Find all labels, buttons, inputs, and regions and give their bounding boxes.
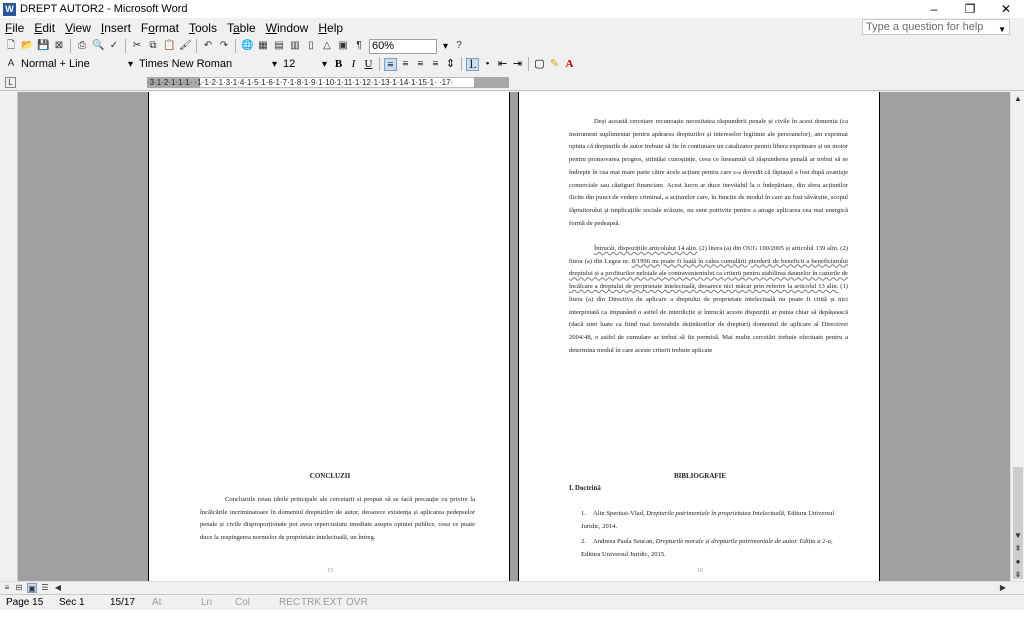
bib-author: Alin Speriusi-Vlad, xyxy=(593,510,647,517)
chevron-down-icon[interactable]: ▼ xyxy=(998,25,1006,34)
toolbar-separator xyxy=(125,39,126,53)
menu-file[interactable]: File xyxy=(5,20,25,35)
decrease-indent-icon[interactable]: ⇤ xyxy=(497,57,508,70)
undo-icon[interactable]: ↶ xyxy=(203,40,213,51)
save-icon[interactable]: 💾 xyxy=(37,40,50,51)
help-search-input[interactable] xyxy=(862,19,1010,35)
show-hide-icon[interactable]: ¶ xyxy=(356,40,362,51)
window-title: DREPT AUTOR2 - Microsoft Word xyxy=(20,3,188,15)
tab-selector[interactable]: L xyxy=(5,77,16,88)
status-ovr[interactable]: OVR xyxy=(346,597,368,608)
print-preview-icon[interactable]: 🔍 xyxy=(92,40,105,51)
menu-window[interactable]: Window xyxy=(265,20,309,35)
menu-format[interactable]: Format xyxy=(140,20,179,35)
status-page: Page 15 xyxy=(6,597,44,608)
page-15[interactable] xyxy=(148,92,510,581)
align-right-icon[interactable]: ≡ xyxy=(417,57,424,70)
status-rec[interactable]: REC xyxy=(279,597,301,608)
below-window-area xyxy=(0,610,1024,640)
status-column: Col xyxy=(235,597,251,608)
toolbar-separator xyxy=(528,57,529,71)
print-icon[interactable]: ⎙ xyxy=(78,40,86,51)
bold-button[interactable]: B xyxy=(334,57,343,70)
vertical-ruler xyxy=(0,92,18,581)
menu-edit[interactable]: Edit xyxy=(34,20,56,35)
styles-pane-icon[interactable]: A xyxy=(7,58,15,69)
drawing-icon[interactable]: △ xyxy=(323,40,331,51)
toolbar-separator xyxy=(379,57,380,71)
close-button[interactable]: ✕ xyxy=(1000,2,1012,16)
open-folder-icon[interactable]: 📂 xyxy=(21,40,34,51)
status-section: Sec 1 xyxy=(59,597,85,608)
font-size-select[interactable]: 12 ▾ xyxy=(281,57,317,72)
document-area[interactable] xyxy=(18,92,1010,581)
status-position: 15/17 xyxy=(110,597,136,608)
vertical-scrollbar[interactable] xyxy=(1010,92,1024,581)
paragraph-2[interactable] xyxy=(569,243,848,357)
list-item[interactable] xyxy=(581,508,849,533)
style-select[interactable]: Normal + Line ▾ xyxy=(19,57,123,72)
formatting-toolbar xyxy=(0,55,1024,73)
scroll-left-icon[interactable]: ◀ xyxy=(54,583,62,592)
list-item[interactable] xyxy=(581,536,849,561)
justify-icon[interactable]: ≡ xyxy=(432,57,439,70)
highlight-icon[interactable]: ✎ xyxy=(549,57,560,70)
menu-view[interactable]: View xyxy=(65,20,91,35)
menu-table[interactable]: Table xyxy=(226,20,256,35)
spelling-icon[interactable]: ✓ xyxy=(109,40,119,51)
paragraph-2-text-d: (1) litera (a) din Directiva de aplicare a dreptului de proprietate intelectuală nu poate fi citită și nici interpretată ca impunând o astfel de interdicție și întrucât aceste dispoziții ar putea chiar să depășească (dacă sunt luate ca fiind mai favorabile deținătorilor de drepturi) domeniul de aplicare al Directivei 2004/48, o astfel de cumulare ar trebui să fie permisă. Mai multe cercetări trebuie efectuate pentru a determina modul în care aceste criterii trebuie aplicate xyxy=(569,283,848,354)
horizontal-scrollbar[interactable] xyxy=(0,581,1024,594)
page-number: 16 xyxy=(696,567,704,574)
tables-borders-icon[interactable]: ▦ xyxy=(258,40,268,51)
paragraph-2-underlined-a: Întrucât, dispozițiile articolului 14 alin. xyxy=(594,245,698,252)
ruler-marks: ·3·1·2·1·1·1· ·1·1·2·1·3·1·4·1·5·1·6·1·7·1·8·1·9·1·10·1·11·1·12·1·13·1·14·1·15·1· ·17· xyxy=(147,78,454,87)
bib-publisher: , Editura Universul Juridic, 2014. xyxy=(581,510,835,530)
page-16[interactable] xyxy=(518,92,880,581)
bibliography-subheading: I. Doctrină xyxy=(569,485,601,492)
permission-icon[interactable]: ⊠ xyxy=(54,40,64,51)
document-map-icon[interactable]: ▣ xyxy=(338,40,348,51)
toolbar-separator xyxy=(461,57,462,71)
conclusions-heading: CONCLUZII xyxy=(309,472,351,480)
copy-icon[interactable]: ⧉ xyxy=(149,40,157,51)
menu-insert[interactable]: Insert xyxy=(100,20,131,35)
toolbar-separator xyxy=(196,39,197,53)
paragraph-1-text: Deși această cercetare recunoaște necesitatea răspunderii penale și civile în acest domeniu (ca instrument suplimentar pentru apărarea drepturilor și intereselor legitime ale persoanelor), am exprimat opinia că drepturile de autor trebuie să fie în continuare un catalizator pentru libera exprimare și un motor pentru promovarea progres, științăși cunoștințe, ceea ce înseamnă că răspunderea penală ar trebui să se îndrepte în cea mai mare parte către acele acțiuni pentru care s-a dovedit că făptașul a fost după avantaje comerciale sau câștiguri financiare. Acest lucru ar duce inevitabil la o îndepărtare, din sfera acțiunilor ilicite din punct de vedere criminal, a acțiunilor care, în funcție de modul în care au fost săvârșite, scopul făptuitorului și implicațiile sociale scăzute, nu sunt potrivite pentru a atrage aplicarea cea mai energică formă de pedeapsă. xyxy=(569,118,848,227)
increase-indent-icon[interactable]: ⇥ xyxy=(512,57,523,70)
font-select[interactable]: Times New Roman ▾ xyxy=(137,57,267,72)
bib-publisher: , Editura Universul Juridic, 2015. xyxy=(581,538,833,558)
status-line: Ln xyxy=(201,597,213,608)
scroll-up-icon[interactable]: ▲ xyxy=(1014,94,1022,103)
browse-object-icon[interactable]: ● xyxy=(1015,557,1021,566)
cut-icon[interactable]: ✂ xyxy=(132,40,142,51)
toolbar-separator xyxy=(235,39,236,53)
normal-view-icon[interactable]: ≡ xyxy=(4,583,10,592)
bullets-icon[interactable]: • xyxy=(485,57,490,70)
conclusions-text: Concluziile reiau ideile principale ale cercetarii si propun să se facă precauție cu privire la încălcările incriminatoare în domeniul drepturilor de autor, deoarece existența și aplicarea pedepselor penale și civile disproporționate pot avea repercusiuni imediate asupra opiniei publice, ceea ce poate duce la respingerea normelor de proprietate intelectuală, un întreg. xyxy=(200,496,475,542)
scroll-right-icon[interactable]: ▶ xyxy=(999,583,1007,592)
bibliography-heading: BIBLIOGRAFIE xyxy=(673,472,727,480)
previous-page-icon[interactable]: ⇞ xyxy=(1014,544,1022,553)
columns-icon[interactable]: ▯ xyxy=(308,40,314,51)
list-number: 2. xyxy=(581,538,586,545)
bib-author: Andreea Paula Seucan, xyxy=(593,538,656,545)
menu-help[interactable]: Help xyxy=(318,20,344,35)
underline-button[interactable]: U xyxy=(364,57,373,70)
paragraph-2-text-b: (2) litera (a) din OUG 100/2005 și articolul 139 alin. (2) litera (a) din Legea nr. xyxy=(569,245,848,265)
insert-excel-icon[interactable]: ▥ xyxy=(290,40,300,51)
new-document-icon[interactable]: 🗋 xyxy=(6,40,16,51)
conclusions-paragraph[interactable] xyxy=(200,494,475,545)
standard-toolbar xyxy=(0,37,1024,55)
scroll-down-icon[interactable]: ▼ xyxy=(1014,531,1022,540)
outline-view-icon[interactable]: ☰ xyxy=(41,583,49,592)
word-app-icon[interactable]: W xyxy=(3,3,16,16)
insert-table-icon[interactable]: ▤ xyxy=(274,40,284,51)
bib-title: Drepturile patrimoniale în proprietatea Intelectuală xyxy=(646,510,784,517)
italic-button[interactable]: I xyxy=(351,57,356,70)
align-center-icon[interactable]: ≡ xyxy=(402,57,409,70)
status-trk[interactable]: TRK xyxy=(301,597,321,608)
hyperlink-icon[interactable]: 🌐 xyxy=(241,40,254,51)
list-number: 1. xyxy=(581,510,586,517)
help-icon[interactable]: ? xyxy=(456,40,462,51)
status-bar xyxy=(0,594,1024,610)
minimize-button[interactable]: – xyxy=(930,2,938,16)
horizontal-ruler[interactable] xyxy=(0,74,1024,91)
line-spacing-icon[interactable]: ⇕ xyxy=(445,57,456,70)
page-number: 15 xyxy=(326,567,334,574)
restore-button[interactable]: ❐ xyxy=(964,2,976,16)
align-left-icon[interactable]: ≡ xyxy=(384,58,397,71)
borders-icon[interactable]: ▢ xyxy=(534,57,545,70)
paste-icon[interactable]: 📋 xyxy=(163,40,176,51)
bibliography-list xyxy=(581,508,849,564)
status-ext[interactable]: EXT xyxy=(323,597,343,608)
help-placeholder: Type a question for help xyxy=(866,21,984,33)
status-at: At xyxy=(152,597,162,608)
numbering-icon[interactable]: ⒈ xyxy=(467,58,478,71)
redo-icon[interactable]: ↷ xyxy=(219,40,229,51)
menu-tools[interactable]: Tools xyxy=(188,20,217,35)
toolbar-separator xyxy=(70,39,71,53)
print-layout-icon[interactable]: ▣ xyxy=(28,584,36,593)
title-bar xyxy=(0,0,1024,18)
menu-bar xyxy=(0,18,1024,37)
paragraph-1[interactable] xyxy=(569,116,848,230)
format-painter-icon[interactable]: 🖌 xyxy=(179,40,192,51)
ruler-right-margin xyxy=(474,77,509,88)
font-color-icon[interactable]: A xyxy=(565,57,574,70)
paragraph-2-underlined-c: 8/1996 nu poate fi luată în calea cumulării pierderii de beneficii a beneficiarului dreptului și a profiturilor neloiale ale contravenientului ca criterii pentru stabilirea daunelor în cazurile de încălcare a dreptului de proprietate intelectuală, deoarece nici măcar prin referire la articolul 13 alin. xyxy=(569,257,848,291)
zoom-select[interactable]: 60% ▾ xyxy=(369,39,437,54)
web-view-icon[interactable]: ⊟ xyxy=(15,583,23,592)
bib-title: Drepturile morale și drepturile patrimoniale de autor. Ediția a 2-a xyxy=(655,538,831,545)
next-page-icon[interactable]: ⇟ xyxy=(1014,570,1022,579)
